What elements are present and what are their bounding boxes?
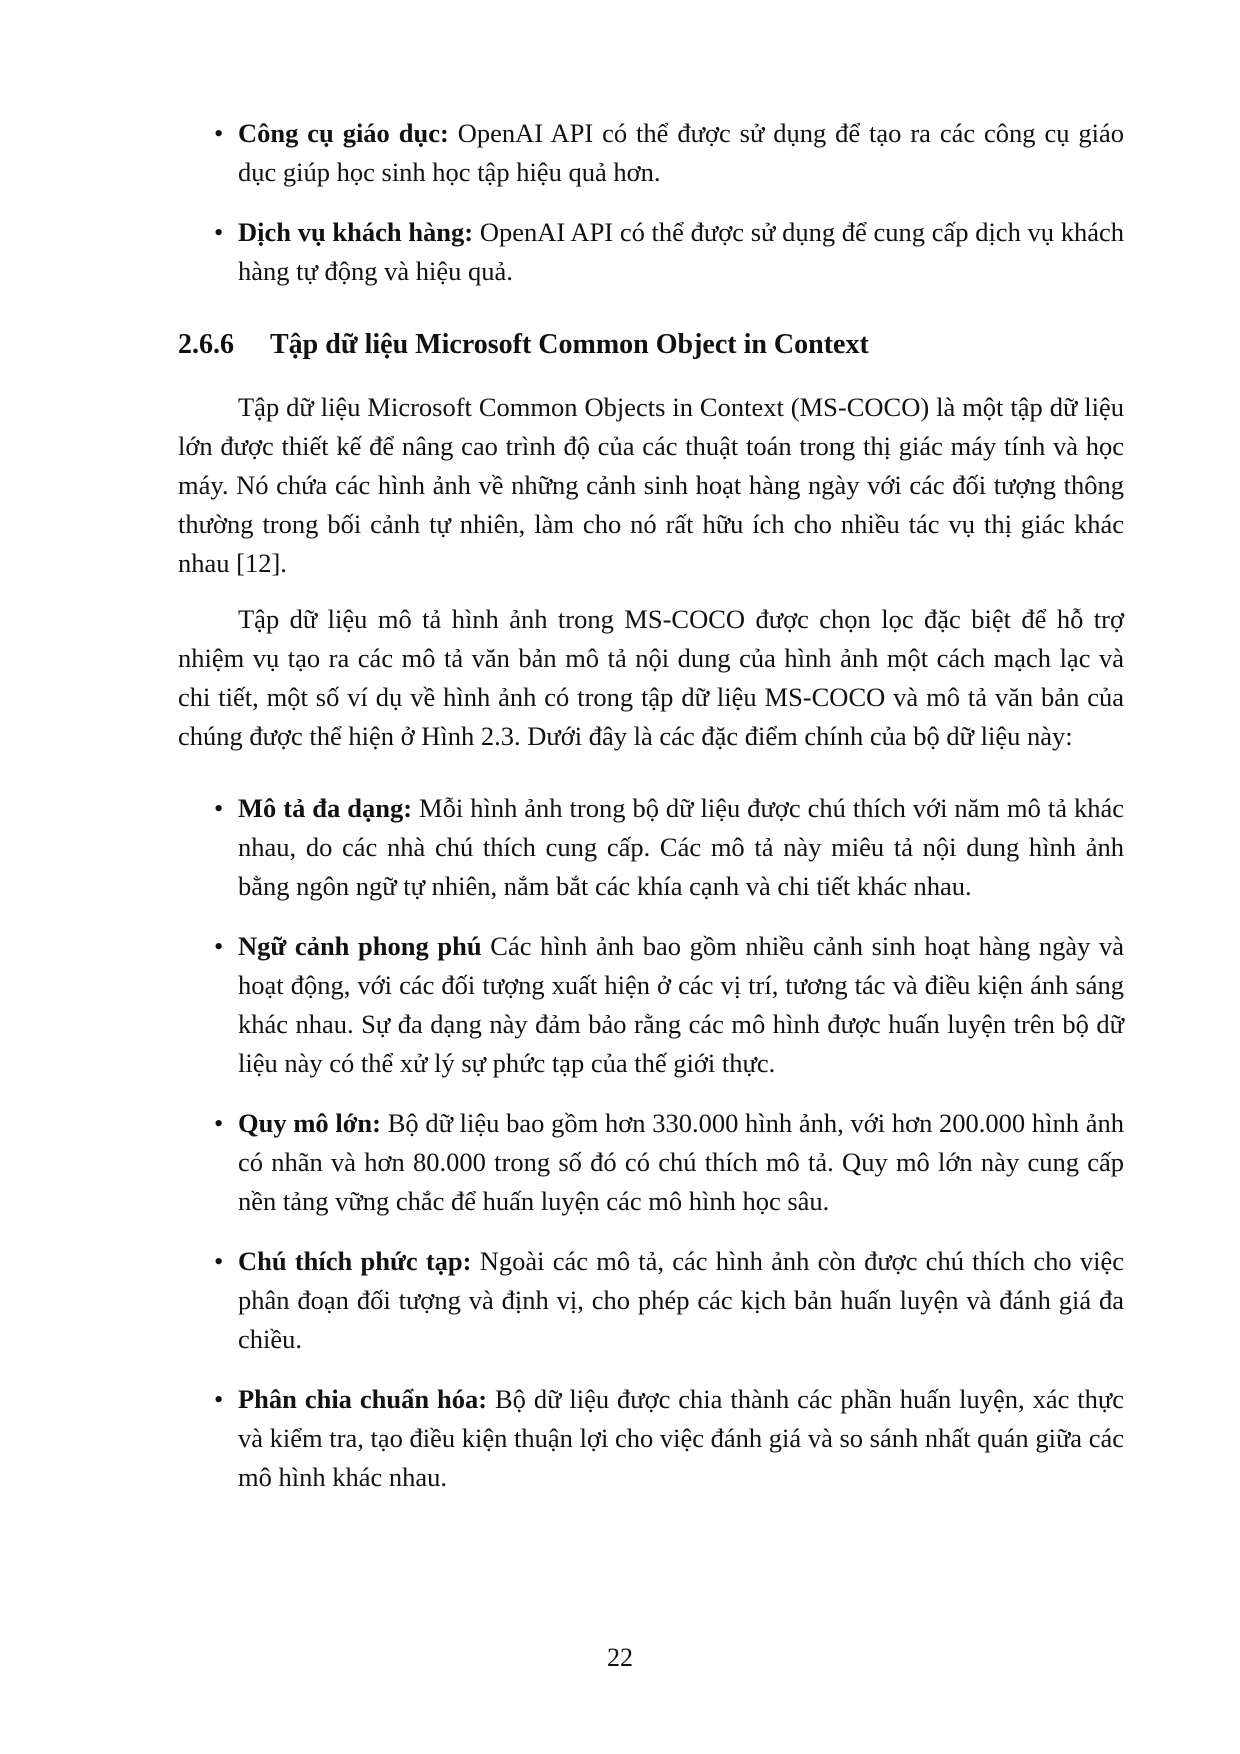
bullet-icon: • <box>214 793 224 823</box>
bullet-text: Ngoài các mô tả, các hình ảnh còn được chú thích cho việc phân đoạn đối tượng và định vị, cho phép các kịch bản huấn luyện và đánh giá đa chiều. <box>238 1246 1124 1354</box>
body-paragraph: Tập dữ liệu Microsoft Common Objects in Context (MS-COCO) là một tập dữ liệu lớn được thiết kế để nâng cao trình độ của các thuật toán trong thị giác máy tính và học máy. Nó chứa các hình ảnh về những cảnh sinh hoạt hàng ngày với các đối tượng thông thường trong bối cảnh tự nhiên, làm cho nó rất hữu ích cho nhiều tác vụ thị giác khác nhau [12]. <box>178 392 1124 578</box>
feature-bullet-list <box>178 789 1124 1497</box>
section-number: 2.6.6 <box>178 329 234 360</box>
bullet-text: OpenAI API có thể được sử dụng để cung cấp dịch vụ khách hàng tự động và hiệu quả. <box>238 217 1124 286</box>
body-paragraph: Tập dữ liệu mô tả hình ảnh trong MS-COCO được chọn lọc đặc biệt để hỗ trợ nhiệm vụ tạo ra các mô tả văn bản mô tả nội dung của hình ảnh một cách mạch lạc và chi tiết, một số ví dụ về hình ảnh có trong tập dữ liệu MS-COCO và mô tả văn bản của chúng được thể hiện ở Hình 2.3. Dưới đây là các đặc điểm chính của bộ dữ liệu này: <box>178 604 1124 751</box>
bullet-text: OpenAI API có thể được sử dụng để tạo ra các công cụ giáo dục giúp học sinh học tập hiệu quả hơn. <box>238 118 1124 187</box>
bullet-icon: • <box>214 1384 224 1414</box>
bullet-text: Mỗi hình ảnh trong bộ dữ liệu được chú thích với năm mô tả khác nhau, do các nhà chú thích cung cấp. Các mô tả này miêu tả nội dung hình ảnh bằng ngôn ngữ tự nhiên, nắm bắt các khía cạnh và chi tiết khác nhau. <box>238 793 1124 901</box>
bullet-text: Bộ dữ liệu bao gồm hơn 330.000 hình ảnh, với hơn 200.000 hình ảnh có nhãn và hơn 80.000 trong số đó có chú thích mô tả. Quy mô lớn này cung cấp nền tảng vững chắc để huấn luyện các mô hình học sâu. <box>238 1108 1124 1216</box>
list-item <box>178 1242 1124 1359</box>
bullet-icon: • <box>214 118 224 148</box>
list-item <box>178 213 1124 291</box>
list-item <box>178 114 1124 192</box>
page-number: 22 <box>607 1643 633 1672</box>
bullet-term: Phân chia chuẩn hóa: <box>238 1384 488 1414</box>
bullet-text: Bộ dữ liệu được chia thành các phần huấn luyện, xác thực và kiểm tra, tạo điều kiện thuận lợi cho việc đánh giá và so sánh nhất quán giữa các mô hình khác nhau. <box>238 1384 1125 1492</box>
bullet-term: Dịch vụ khách hàng: <box>238 217 474 247</box>
bullet-icon: • <box>214 1246 224 1276</box>
bullet-text: Các hình ảnh bao gồm nhiều cảnh sinh hoạt hàng ngày và hoạt động, với các đối tượng xuất hiện ở các vị trí, tương tác và điều kiện ánh sáng khác nhau. Sự đa dạng này đảm bảo rằng các mô hình được huấn luyện trên bộ dữ liệu này có thể xử lý sự phức tạp của thế giới thực. <box>238 931 1124 1078</box>
intro-bullet-list <box>178 114 1124 291</box>
list-item <box>178 789 1124 906</box>
bullet-icon: • <box>214 1108 224 1138</box>
bullet-icon: • <box>214 931 224 961</box>
list-item <box>178 1380 1124 1497</box>
list-item <box>178 1104 1124 1221</box>
bullet-term: Công cụ giáo dục: <box>238 118 449 148</box>
bullet-icon: • <box>214 217 224 247</box>
section-heading <box>178 325 1124 365</box>
page-content <box>178 114 1124 1497</box>
bullet-term: Ngữ cảnh phong phú <box>238 931 482 961</box>
bullet-term: Chú thích phức tạp: <box>238 1246 472 1276</box>
bullet-term: Quy mô lớn: <box>238 1108 381 1138</box>
section-title: Tập dữ liệu Microsoft Common Object in Context <box>270 329 869 360</box>
list-item <box>178 927 1124 1083</box>
bullet-term: Mô tả đa dạng: <box>238 793 413 823</box>
